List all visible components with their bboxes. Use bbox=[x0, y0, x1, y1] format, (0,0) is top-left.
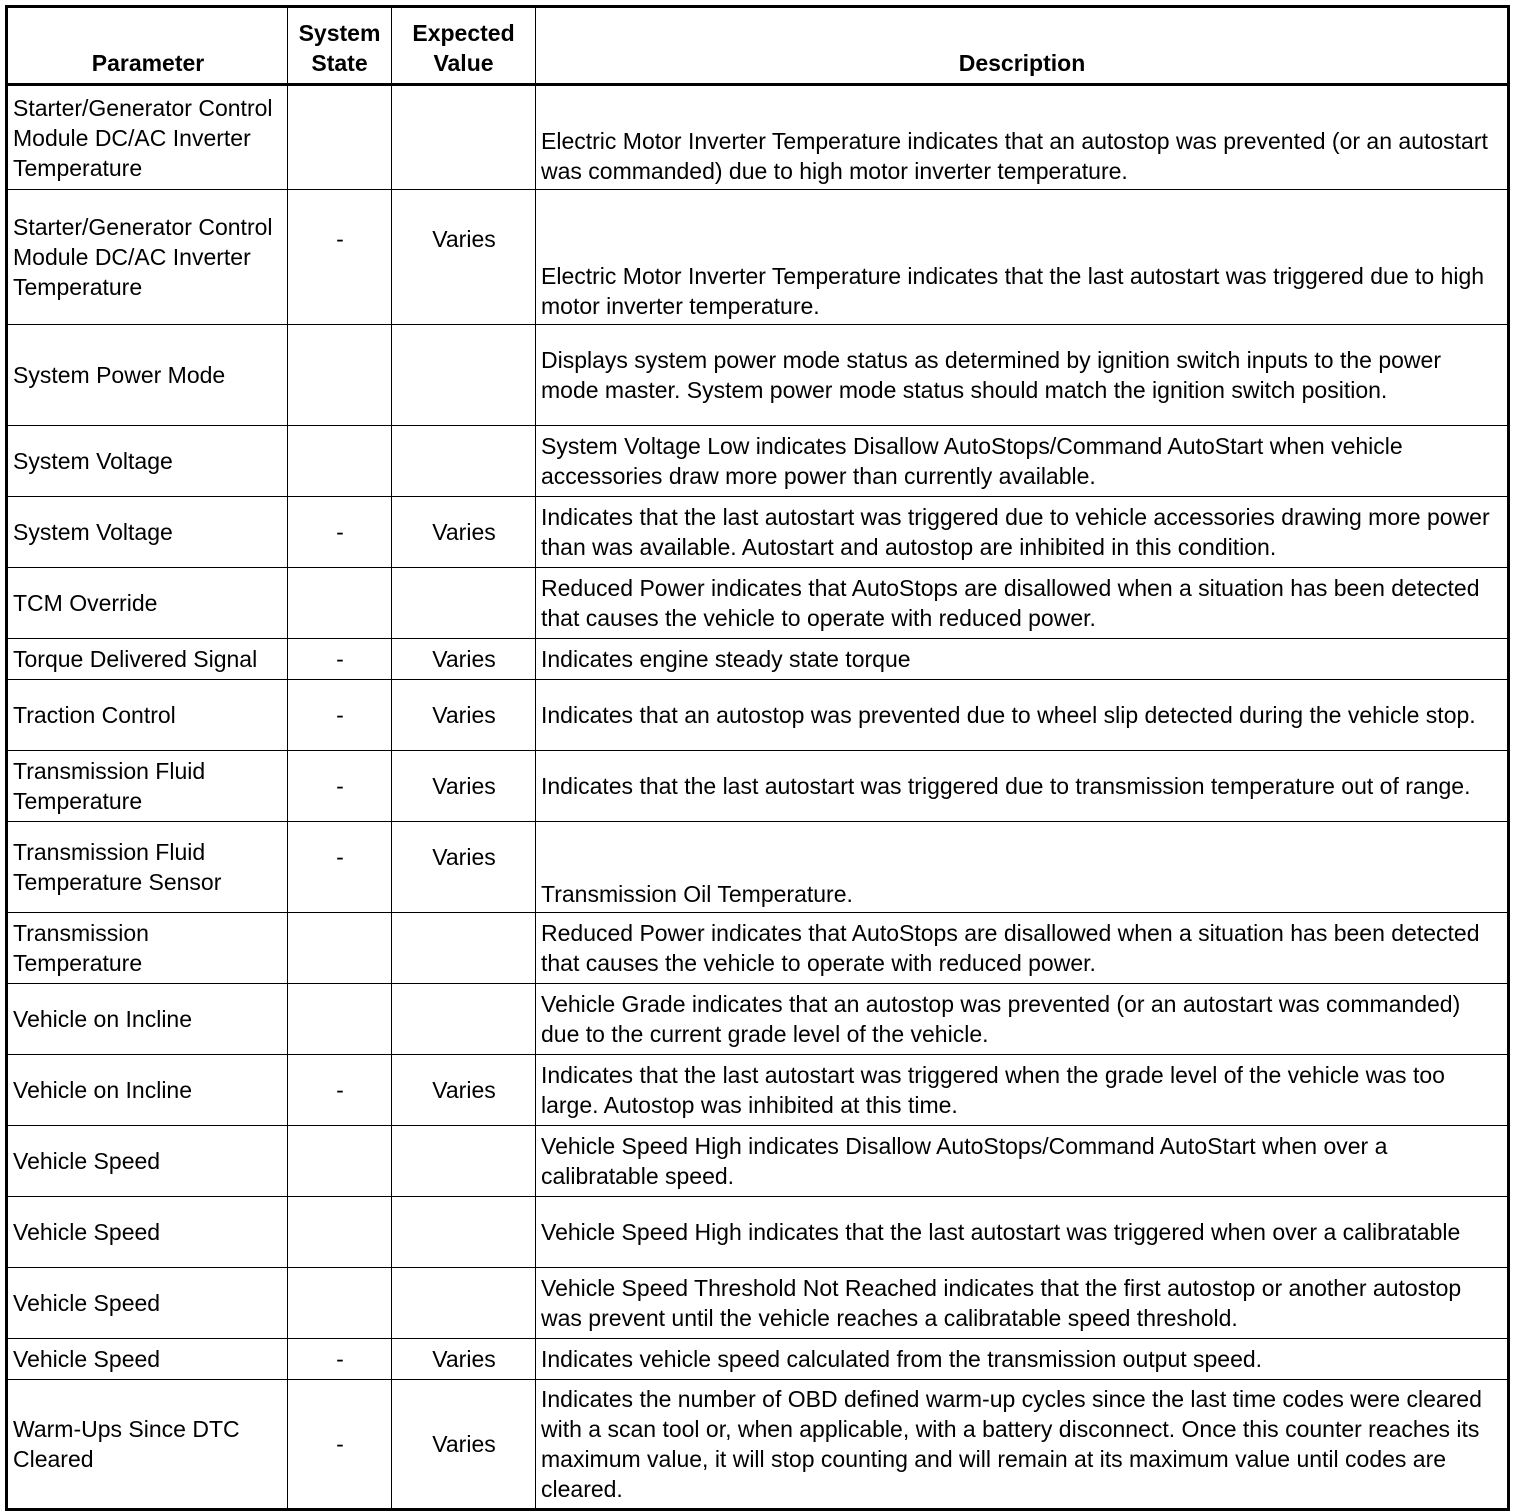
cell-system-state bbox=[288, 1268, 392, 1339]
cell-parameter: System Voltage bbox=[7, 497, 288, 568]
cell-system-state bbox=[288, 568, 392, 639]
cell-expected-value: Varies bbox=[392, 822, 536, 913]
table-row bbox=[7, 822, 1509, 913]
cell-parameter: Vehicle on Incline bbox=[7, 1055, 288, 1126]
cell-parameter: Transmission Temperature bbox=[7, 913, 288, 984]
table-header-row bbox=[7, 7, 1509, 85]
cell-expected-value bbox=[392, 426, 536, 497]
table-row bbox=[7, 639, 1509, 680]
cell-expected-value bbox=[392, 568, 536, 639]
cell-description: Indicates that the last autostart was triggered due to transmission temperature out of range. bbox=[536, 751, 1509, 822]
cell-description: Vehicle Speed Threshold Not Reached indicates that the first autostop or another autostop was prevent until the vehicle reaches a calibratable speed threshold. bbox=[536, 1268, 1509, 1339]
cell-parameter: Vehicle Speed bbox=[7, 1197, 288, 1268]
cell-description: Displays system power mode status as determined by ignition switch inputs to the power mode master. System power mode status should match the ignition switch position. bbox=[536, 325, 1509, 426]
table-row bbox=[7, 1055, 1509, 1126]
table-row bbox=[7, 680, 1509, 751]
cell-parameter: TCM Override bbox=[7, 568, 288, 639]
cell-parameter: Vehicle on Incline bbox=[7, 984, 288, 1055]
cell-description: Vehicle Grade indicates that an autostop was prevented (or an autostart was commanded) due to the current grade level of the vehicle. bbox=[536, 984, 1509, 1055]
table-row bbox=[7, 1197, 1509, 1268]
cell-expected-value: Varies bbox=[392, 497, 536, 568]
cell-parameter: Vehicle Speed bbox=[7, 1268, 288, 1339]
cell-system-state: - bbox=[288, 1380, 392, 1510]
header-expected-value: Expected Value bbox=[392, 7, 536, 85]
cell-description: Indicates that the last autostart was triggered when the grade level of the vehicle was too large. Autostop was inhibited at this time. bbox=[536, 1055, 1509, 1126]
cell-parameter: Warm-Ups Since DTC Cleared bbox=[7, 1380, 288, 1510]
cell-expected-value: Varies bbox=[392, 1055, 536, 1126]
table-row bbox=[7, 190, 1509, 325]
cell-parameter: Transmission Fluid Temperature Sensor bbox=[7, 822, 288, 913]
cell-system-state: - bbox=[288, 751, 392, 822]
cell-expected-value bbox=[392, 1268, 536, 1339]
cell-description: Vehicle Speed High indicates Disallow AutoStops/Command AutoStart when over a calibratable speed. bbox=[536, 1126, 1509, 1197]
table-row bbox=[7, 1126, 1509, 1197]
header-system-state: System State bbox=[288, 7, 392, 85]
cell-expected-value: Varies bbox=[392, 751, 536, 822]
cell-expected-value bbox=[392, 1126, 536, 1197]
cell-system-state bbox=[288, 426, 392, 497]
cell-system-state: - bbox=[288, 822, 392, 913]
table-row bbox=[7, 1268, 1509, 1339]
table-row bbox=[7, 568, 1509, 639]
cell-expected-value: Varies bbox=[392, 190, 536, 325]
table-row bbox=[7, 984, 1509, 1055]
header-description: Description bbox=[536, 7, 1509, 85]
cell-expected-value bbox=[392, 984, 536, 1055]
cell-description: Indicates the number of OBD defined warm-up cycles since the last time codes were cleared with a scan tool or, when applicable, with a battery disconnect. Once this counter reaches its maximum value, it will stop counting and will remain at its maximum value until codes are cleared. bbox=[536, 1380, 1509, 1510]
cell-description: Reduced Power indicates that AutoStops are disallowed when a situation has been detected that causes the vehicle to operate with reduced power. bbox=[536, 568, 1509, 639]
cell-expected-value bbox=[392, 1197, 536, 1268]
cell-system-state: - bbox=[288, 1339, 392, 1380]
cell-expected-value bbox=[392, 325, 536, 426]
cell-system-state: - bbox=[288, 1055, 392, 1126]
cell-description: Indicates engine steady state torque bbox=[536, 639, 1509, 680]
cell-system-state bbox=[288, 1197, 392, 1268]
cell-description: Transmission Oil Temperature. bbox=[536, 822, 1509, 913]
cell-parameter: System Power Mode bbox=[7, 325, 288, 426]
table-row bbox=[7, 751, 1509, 822]
cell-expected-value: Varies bbox=[392, 1339, 536, 1380]
cell-parameter: Starter/Generator Control Module DC/AC Inverter Temperature bbox=[7, 190, 288, 325]
cell-description: Indicates vehicle speed calculated from the transmission output speed. bbox=[536, 1339, 1509, 1380]
cell-system-state bbox=[288, 325, 392, 426]
cell-system-state: - bbox=[288, 639, 392, 680]
cell-parameter: Vehicle Speed bbox=[7, 1126, 288, 1197]
table-row bbox=[7, 426, 1509, 497]
parameter-table bbox=[5, 5, 1510, 1511]
cell-description: Indicates that the last autostart was triggered due to vehicle accessories drawing more power than was available. Autostart and autostop are inhibited in this condition. bbox=[536, 497, 1509, 568]
cell-description: Indicates that an autostop was prevented due to wheel slip detected during the vehicle stop. bbox=[536, 680, 1509, 751]
table-row bbox=[7, 85, 1509, 190]
table-row bbox=[7, 325, 1509, 426]
cell-expected-value: Varies bbox=[392, 1380, 536, 1510]
header-parameter: Parameter bbox=[7, 7, 288, 85]
cell-parameter: Transmission Fluid Temperature bbox=[7, 751, 288, 822]
cell-parameter: Starter/Generator Control Module DC/AC Inverter Temperature bbox=[7, 85, 288, 190]
table-row bbox=[7, 497, 1509, 568]
cell-parameter: Traction Control bbox=[7, 680, 288, 751]
cell-expected-value bbox=[392, 913, 536, 984]
cell-system-state: - bbox=[288, 190, 392, 325]
cell-system-state bbox=[288, 85, 392, 190]
cell-system-state bbox=[288, 1126, 392, 1197]
cell-description: Vehicle Speed High indicates that the last autostart was triggered when over a calibratable bbox=[536, 1197, 1509, 1268]
cell-description: Electric Motor Inverter Temperature indicates that the last autostart was triggered due to high motor inverter temperature. bbox=[536, 190, 1509, 325]
cell-expected-value: Varies bbox=[392, 639, 536, 680]
table-row bbox=[7, 1380, 1509, 1510]
table-row bbox=[7, 913, 1509, 984]
cell-parameter: Vehicle Speed bbox=[7, 1339, 288, 1380]
cell-description: System Voltage Low indicates Disallow AutoStops/Command AutoStart when vehicle accessories draw more power than currently available. bbox=[536, 426, 1509, 497]
cell-system-state: - bbox=[288, 497, 392, 568]
cell-system-state bbox=[288, 913, 392, 984]
cell-parameter: System Voltage bbox=[7, 426, 288, 497]
cell-expected-value: Varies bbox=[392, 680, 536, 751]
cell-system-state: - bbox=[288, 680, 392, 751]
cell-description: Electric Motor Inverter Temperature indicates that an autostop was prevented (or an autostart was commanded) due to high motor inverter temperature. bbox=[536, 85, 1509, 190]
table-row bbox=[7, 1339, 1509, 1380]
cell-system-state bbox=[288, 984, 392, 1055]
cell-parameter: Torque Delivered Signal bbox=[7, 639, 288, 680]
cell-description: Reduced Power indicates that AutoStops are disallowed when a situation has been detected that causes the vehicle to operate with reduced power. bbox=[536, 913, 1509, 984]
document-page bbox=[5, 5, 1510, 1511]
cell-expected-value bbox=[392, 85, 536, 190]
